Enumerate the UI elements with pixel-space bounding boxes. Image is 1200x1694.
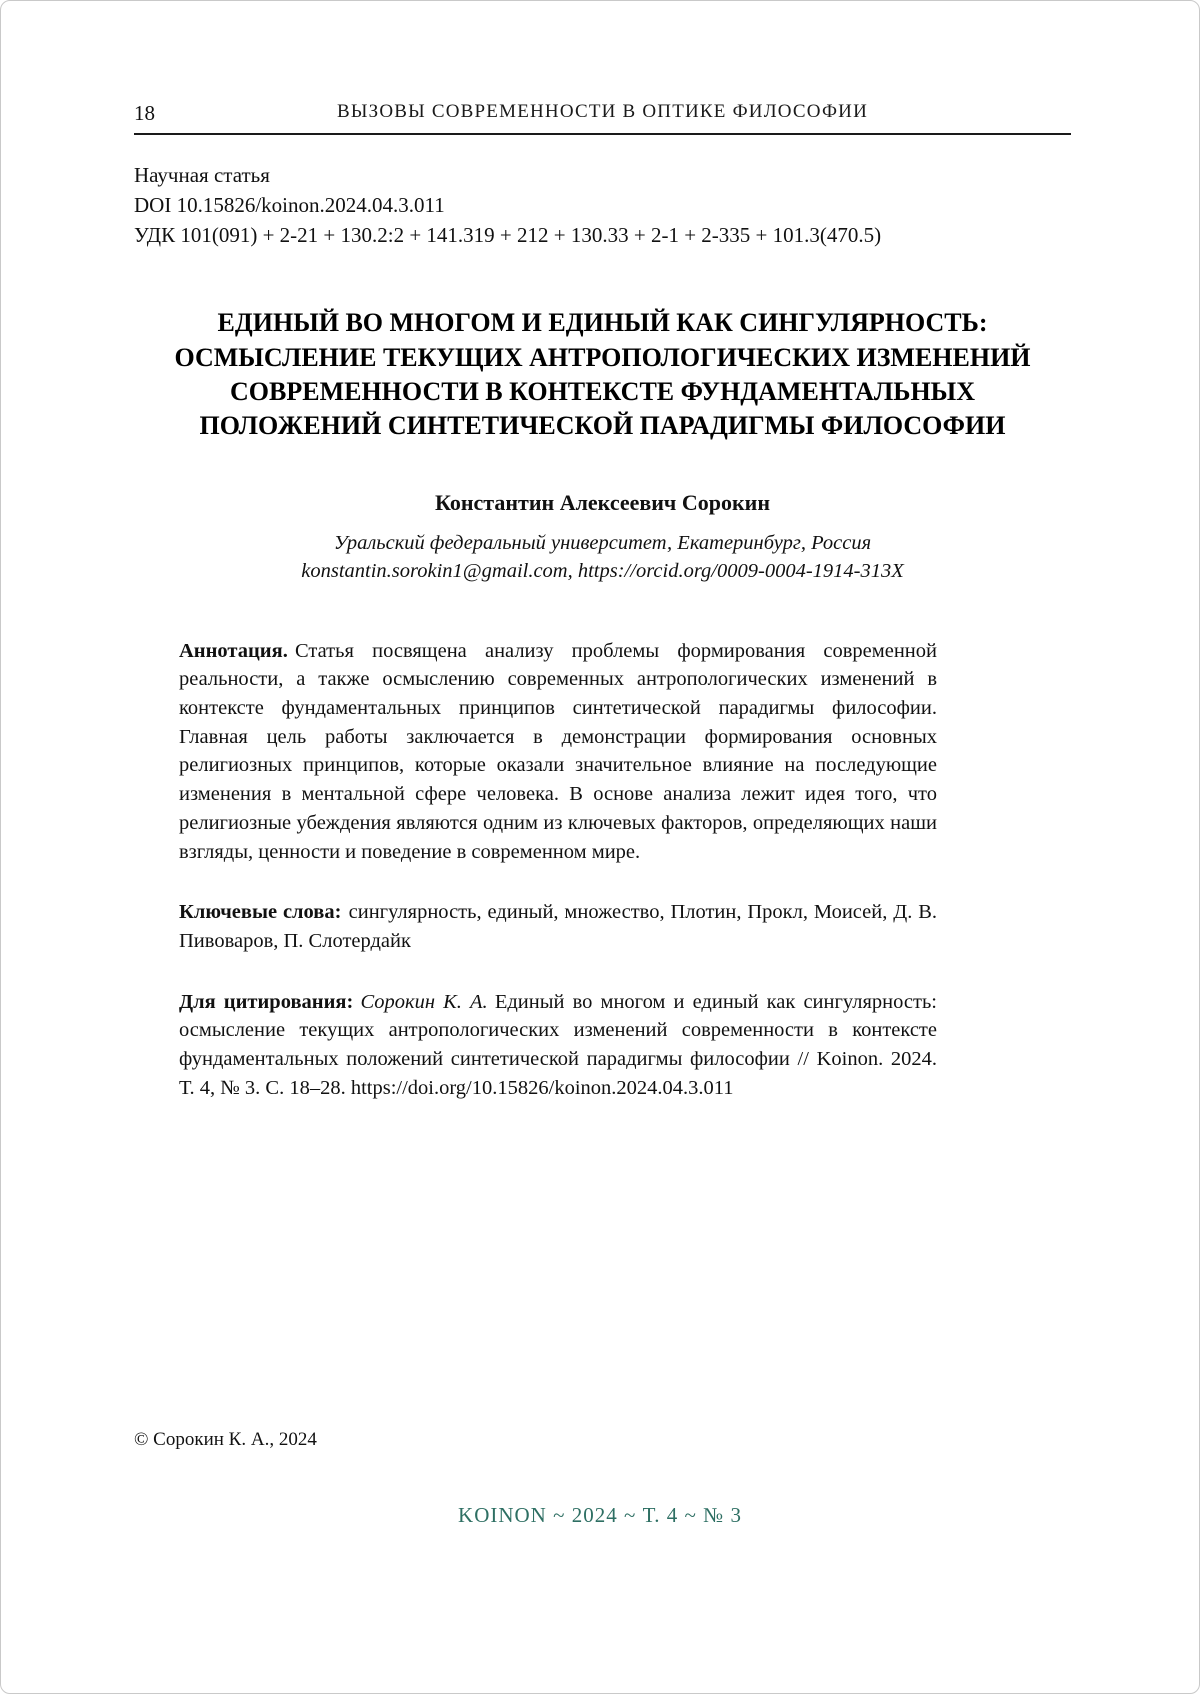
article-title [134,306,1071,443]
author-name: Константин Алексеевич Сорокин [434,489,770,515]
keywords-text: сингулярность, единый, множество, Плотин, Прокл, Моисей, Д. В. Пивоваров, П. Слотердайк [179,901,937,952]
title-line: СОВРЕМЕННОСТИ В КОНТЕКСТЕ ФУНДАМЕНТАЛЬНЫХ [230,377,975,407]
citation-label: Для цитирования: [179,990,354,1013]
title-line: ПОЛОЖЕНИЙ СИНТЕТИЧЕСКОЙ ПАРАДИГМЫ ФИЛОСОФИИ [199,411,1006,441]
running-head-title: ВЫЗОВЫ СОВРЕМЕННОСТИ В ОПТИКЕ ФИЛОСОФИИ [336,101,869,122]
title-line: ОСМЫСЛЕНИЕ ТЕКУЩИХ АНТРОПОЛОГИЧЕСКИХ ИЗМЕНЕНИЙ [174,342,1031,372]
author-contact: konstantin.sorokin1@gmail.com, https://orcid.org/0009-0004-1914-313X [301,559,904,582]
keywords-paragraph [179,898,937,955]
page-number: 18 [134,101,155,125]
abstract-text: Статья посвящена анализу проблемы формирования современной реальности, а также осмыслению современных антропологических изменений в контексте фундаментальных принципов синтетической парадигмы философии. Главная цель работы заключается в демонстрации формирования основных религиозных принципов, которые оказали значительное влияние на последующие изменения в ментальной сфере человека. В основе анализа лежит идея того, что религиозные убеждения являются одним из ключевых факторов, определяющих наши взгляды, ценности и поведение в современном мире. [179,639,937,863]
citation-authors: Сорокин К. А. [360,990,488,1013]
title-line: ЕДИНЫЙ ВО МНОГОМ И ЕДИНЫЙ КАК СИНГУЛЯРНОСТЬ: [217,308,988,338]
copyright-notice: © Сорокин К. А., 2024 [134,1429,317,1450]
citation-text: Единый во многом и единый как сингулярность: осмысление текущих антропологических изменений современности в контексте фундаментальных положений синтетической парадигмы философии // Koinon. 2024. Т. 4, № 3. С. 18–28. https://doi.org/10.15826/koinon.2024.04.3.011 [179,990,938,1099]
citation-paragraph [179,988,937,1103]
abstract-paragraph [179,637,937,867]
article-type: Научная статья [134,163,270,187]
keywords-label: Ключевые слова: [179,901,342,924]
running-header [134,101,1071,135]
doi-line: DOI 10.15826/koinon.2024.04.3.011 [134,192,445,217]
abstract-label: Аннотация. [179,639,288,662]
journal-footer-line: KOINON ~ 2024 ~ Т. 4 ~ № 3 [458,1503,742,1527]
udc-line: УДК 101(091) + 2-21 + 130.2:2 + 141.319 + 212 + 130.33 + 2-1 + 2-335 + 101.3(470.5) [134,222,882,247]
article-meta [134,161,1071,250]
author-affiliation: Уральский федеральный университет, Екатеринбург, Россия [333,531,872,554]
